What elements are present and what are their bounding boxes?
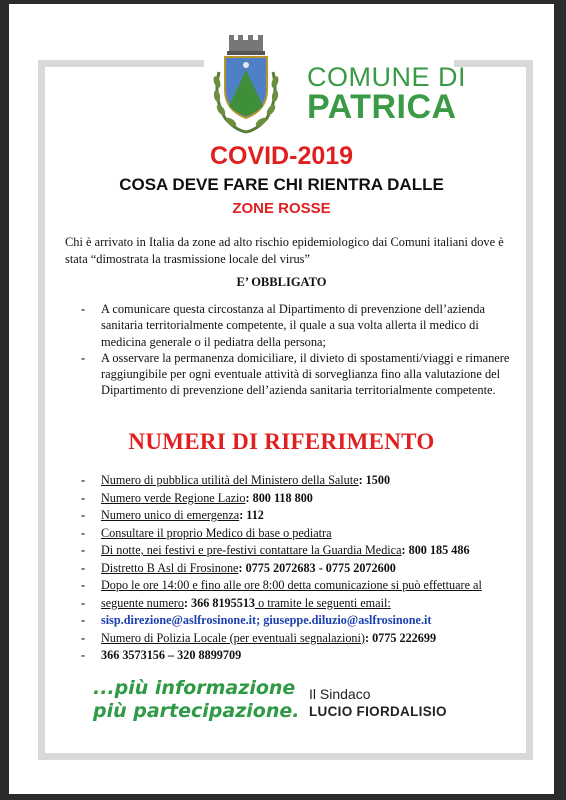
sindaco-name: LUCIO FIORDALISIO bbox=[309, 704, 447, 719]
slogan-line-2: più partecipazione. bbox=[93, 700, 300, 722]
list-item bbox=[81, 577, 531, 595]
patrica-label: PATRICA bbox=[307, 88, 457, 126]
duty-text: A osservare la permanenza domiciliare, il divieto di spostamenti/viaggi e rimanere raggiungibile per ogni eventuale attività di sorveglianza fino alla valutazione del Dipartimento di prevenzione dell’azienda sanitaria territorialmente competente. bbox=[101, 350, 510, 398]
zone-rosse-heading: ZONE ROSSE bbox=[232, 200, 331, 217]
ref-number: : 1500 bbox=[358, 473, 391, 487]
ref-number: : 0775 2072683 - 0775 2072600 bbox=[238, 560, 396, 575]
ref-label: Di notte, nei festivi e pre-festivi contattare la Guardia Medica bbox=[101, 543, 402, 557]
list-item bbox=[81, 630, 531, 648]
comune-di-label: COMUNE DI bbox=[307, 62, 466, 92]
obbligato-heading: E’ OBBLIGATO bbox=[236, 275, 327, 289]
dash-bullet: - bbox=[81, 302, 86, 316]
ref-number: : 112 bbox=[239, 508, 264, 522]
page-subtitle: COSA DEVE FARE CHI RIENTRA DALLE bbox=[119, 175, 444, 194]
ref-label: Distretto B Asl di Frosinone bbox=[101, 560, 239, 575]
email-separator: ; bbox=[256, 613, 264, 627]
list-item bbox=[81, 542, 531, 560]
page-title: COVID-2019 bbox=[209, 142, 354, 170]
ref-label: Numero verde Regione Lazio bbox=[101, 490, 246, 505]
list-item bbox=[81, 350, 521, 399]
dash-bullet: - bbox=[81, 543, 86, 557]
ref-number: 366 3573156 – 320 8899709 bbox=[101, 648, 242, 662]
ref-label: Numero di pubblica utilità del Ministero della Salute bbox=[101, 473, 359, 487]
dash-bullet: - bbox=[81, 595, 86, 610]
ref-number: : 800 118 800 bbox=[245, 490, 313, 505]
list-item bbox=[81, 507, 531, 525]
list-item bbox=[81, 647, 531, 665]
email-link-diluzio[interactable]: giuseppe.diluzio@aslfrosinone.it bbox=[263, 613, 432, 627]
ref-tail: o tramite le seguenti email: bbox=[255, 595, 391, 610]
dash-bullet: - bbox=[81, 578, 86, 592]
dash-bullet: - bbox=[81, 508, 86, 522]
ref-number: : 800 185 486 bbox=[401, 543, 470, 557]
dash-bullet: - bbox=[81, 560, 86, 575]
reference-list bbox=[81, 472, 531, 665]
dash-bullet: - bbox=[81, 613, 86, 627]
dash-bullet: - bbox=[81, 630, 86, 645]
numeri-heading: NUMERI DI RIFERIMENTO bbox=[128, 429, 435, 454]
list-item bbox=[81, 525, 531, 543]
dash-bullet: - bbox=[81, 350, 86, 365]
intro-paragraph: Chi è arrivato in Italia da zone ad alto rischio epidemiologico dai Comuni italiani dove è stata “dimostrata la trasmissione locale del virus” bbox=[65, 235, 504, 266]
dash-bullet: - bbox=[81, 490, 86, 505]
list-item bbox=[81, 301, 521, 350]
list-item bbox=[81, 490, 531, 508]
ref-label: Numero di Polizia Locale (per eventuali segnalazioni) bbox=[101, 630, 365, 645]
ref-label: Consultare il proprio Medico di base o pediatra bbox=[101, 525, 332, 540]
ref-number: : 366 8195513 bbox=[183, 595, 256, 610]
dash-bullet: - bbox=[81, 648, 86, 662]
sindaco-label: Il Sindaco bbox=[309, 686, 371, 702]
dash-bullet: - bbox=[81, 473, 86, 487]
municipal-crest-icon bbox=[209, 32, 283, 134]
duty-text: A comunicare questa circostanza al Dipartimento di prevenzione dell’azienda sanitaria territorialmente competente, il quale a sua volta allerta il medico di medicina generale o il pediatra della persona; bbox=[101, 302, 485, 349]
list-item bbox=[81, 472, 531, 490]
dash-bullet: - bbox=[81, 525, 86, 540]
duty-list bbox=[81, 301, 521, 399]
email-link-sisp[interactable]: sisp.direzione@aslfrosinone.it bbox=[101, 613, 257, 627]
slogan-line-1: ...più informazione bbox=[93, 677, 296, 699]
list-item bbox=[81, 612, 531, 630]
poster-page bbox=[9, 4, 554, 794]
ref-label: Numero unico di emergenza bbox=[101, 508, 240, 522]
ref-label: seguente numero bbox=[101, 595, 184, 610]
list-item bbox=[81, 595, 531, 613]
ref-number: : 0775 222699 bbox=[364, 630, 437, 645]
list-item bbox=[81, 560, 531, 578]
ref-label: Dopo le ore 14:00 e fino alle ore 8:00 detta comunicazione si può effettuare al bbox=[101, 578, 482, 592]
